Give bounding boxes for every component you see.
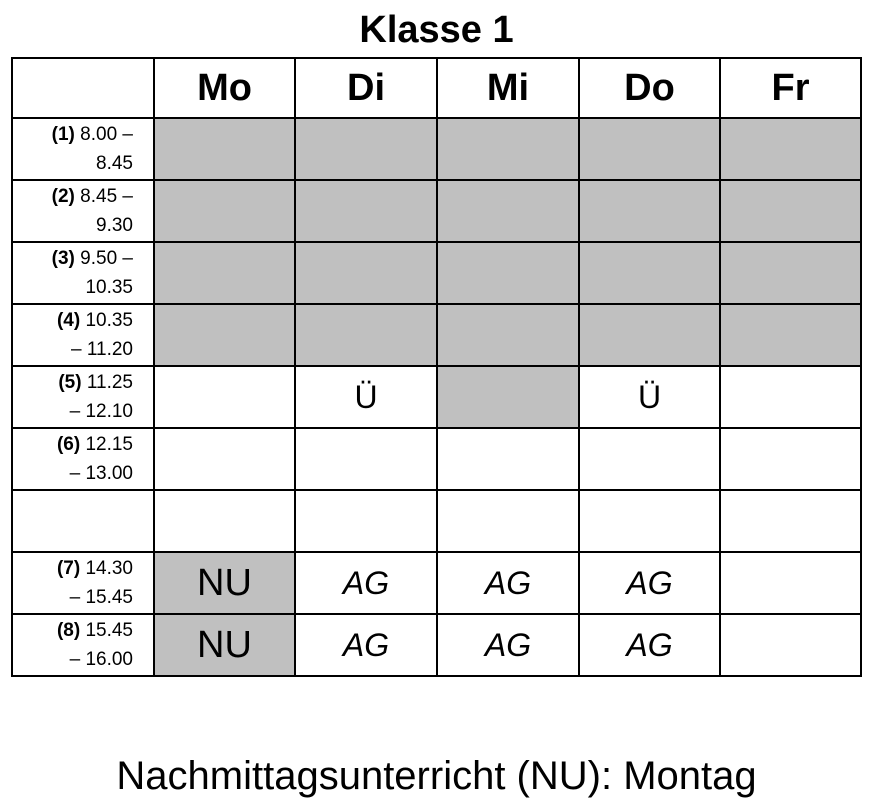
period-time-start: 14.30 <box>85 558 133 579</box>
lesson-cell-fr <box>720 552 861 614</box>
lesson-cell-di <box>295 118 437 180</box>
corner-cell <box>12 58 154 118</box>
period-time-cell <box>12 552 154 614</box>
period-time-line-1 <box>13 244 133 273</box>
period-time-start: 8.45 – <box>80 186 133 207</box>
period-number: (7) <box>56 558 81 579</box>
lesson-cell-mi <box>437 180 579 242</box>
lesson-cell-mo <box>154 118 295 180</box>
lesson-cell-mi <box>437 242 579 304</box>
period-time-cell <box>12 366 154 428</box>
lesson-cell-mo <box>154 490 295 552</box>
lesson-cell-do: AG <box>579 552 720 614</box>
lesson-cell-mo: NU <box>154 614 295 676</box>
lesson-cell-mi <box>437 490 579 552</box>
lesson-cell-fr <box>720 180 861 242</box>
period-time-cell <box>12 180 154 242</box>
lesson-cell-do: AG <box>579 614 720 676</box>
lesson-cell-mi <box>437 428 579 490</box>
lesson-cell-fr <box>720 304 861 366</box>
period-time-end: – 13.00 <box>69 463 133 484</box>
lesson-cell-do <box>579 304 720 366</box>
period-row <box>12 304 861 366</box>
lesson-cell-mo <box>154 242 295 304</box>
period-time-cell <box>12 490 154 552</box>
period-time-line-1 <box>13 554 133 583</box>
period-time-end: – 11.20 <box>71 339 133 360</box>
period-time-start: 12.15 <box>85 434 133 455</box>
lesson-cell-fr <box>720 490 861 552</box>
timetable <box>11 57 862 677</box>
lesson-cell-di <box>295 180 437 242</box>
period-time-end: – 12.10 <box>69 401 133 422</box>
lesson-cell-mo <box>154 304 295 366</box>
day-header-do: Do <box>579 58 720 118</box>
lesson-cell-di: AG <box>295 614 437 676</box>
period-time-cell <box>12 428 154 490</box>
period-row <box>12 242 861 304</box>
period-row <box>12 180 861 242</box>
lesson-cell-do <box>579 118 720 180</box>
header-row <box>12 58 861 118</box>
period-row <box>12 428 861 490</box>
period-time-line-1 <box>13 430 133 459</box>
period-time-start: 11.25 <box>86 372 133 393</box>
period-time-cell <box>12 304 154 366</box>
period-number: (5) <box>58 372 82 393</box>
lesson-cell-do <box>579 242 720 304</box>
period-row <box>12 614 861 676</box>
timetable-body <box>12 118 861 676</box>
period-number: (2) <box>51 186 75 207</box>
period-time-start: 15.45 <box>85 620 133 641</box>
footer-note: Nachmittagsunterricht (NU): Montag <box>116 754 757 798</box>
lesson-cell-di <box>295 304 437 366</box>
lesson-cell-mo <box>154 366 295 428</box>
day-header-di: Di <box>295 58 437 118</box>
period-time-line-1 <box>13 368 133 397</box>
lesson-cell-mo: NU <box>154 552 295 614</box>
period-number: (6) <box>56 434 81 455</box>
lesson-cell-fr <box>720 428 861 490</box>
period-number: (4) <box>56 310 81 331</box>
lesson-cell-mi: AG <box>437 614 579 676</box>
period-time-end: 8.45 <box>96 153 133 174</box>
lesson-cell-mi <box>437 366 579 428</box>
lesson-cell-do: Ü <box>579 366 720 428</box>
lesson-cell-mo <box>154 180 295 242</box>
lesson-cell-di <box>295 242 437 304</box>
lesson-cell-di: Ü <box>295 366 437 428</box>
lesson-cell-di <box>295 490 437 552</box>
period-time-line-1 <box>13 616 133 645</box>
lesson-cell-fr <box>720 242 861 304</box>
period-time-line-1 <box>13 120 133 149</box>
period-row <box>12 366 861 428</box>
period-number: (1) <box>51 124 75 145</box>
period-time-start: 8.00 – <box>80 124 133 145</box>
lesson-cell-mi <box>437 118 579 180</box>
period-number: (8) <box>56 620 81 641</box>
lesson-cell-di: AG <box>295 552 437 614</box>
day-header-fr: Fr <box>720 58 861 118</box>
lesson-cell-do <box>579 490 720 552</box>
period-time-start: 10.35 <box>85 310 133 331</box>
lesson-cell-do <box>579 180 720 242</box>
period-time-line-1 <box>13 182 133 211</box>
lesson-cell-mo <box>154 428 295 490</box>
period-time-end: – 16.00 <box>69 649 133 670</box>
period-number: (3) <box>51 248 75 269</box>
period-row <box>12 490 861 552</box>
lesson-cell-mi <box>437 304 579 366</box>
period-time-cell <box>12 242 154 304</box>
lesson-cell-fr <box>720 366 861 428</box>
period-row <box>12 552 861 614</box>
page-title: Klasse 1 <box>359 9 514 51</box>
period-time-start: 9.50 – <box>80 248 133 269</box>
period-time-end: – 15.45 <box>69 587 133 608</box>
period-time-line-1 <box>13 306 133 335</box>
period-time-cell <box>12 118 154 180</box>
period-time-end: 10.35 <box>85 277 133 298</box>
lesson-cell-fr <box>720 614 861 676</box>
lesson-cell-do <box>579 428 720 490</box>
day-header-mo: Mo <box>154 58 295 118</box>
lesson-cell-fr <box>720 118 861 180</box>
period-time-end: 9.30 <box>96 215 133 236</box>
lesson-cell-mi: AG <box>437 552 579 614</box>
day-header-mi: Mi <box>437 58 579 118</box>
lesson-cell-di <box>295 428 437 490</box>
period-time-cell <box>12 614 154 676</box>
period-row <box>12 118 861 180</box>
